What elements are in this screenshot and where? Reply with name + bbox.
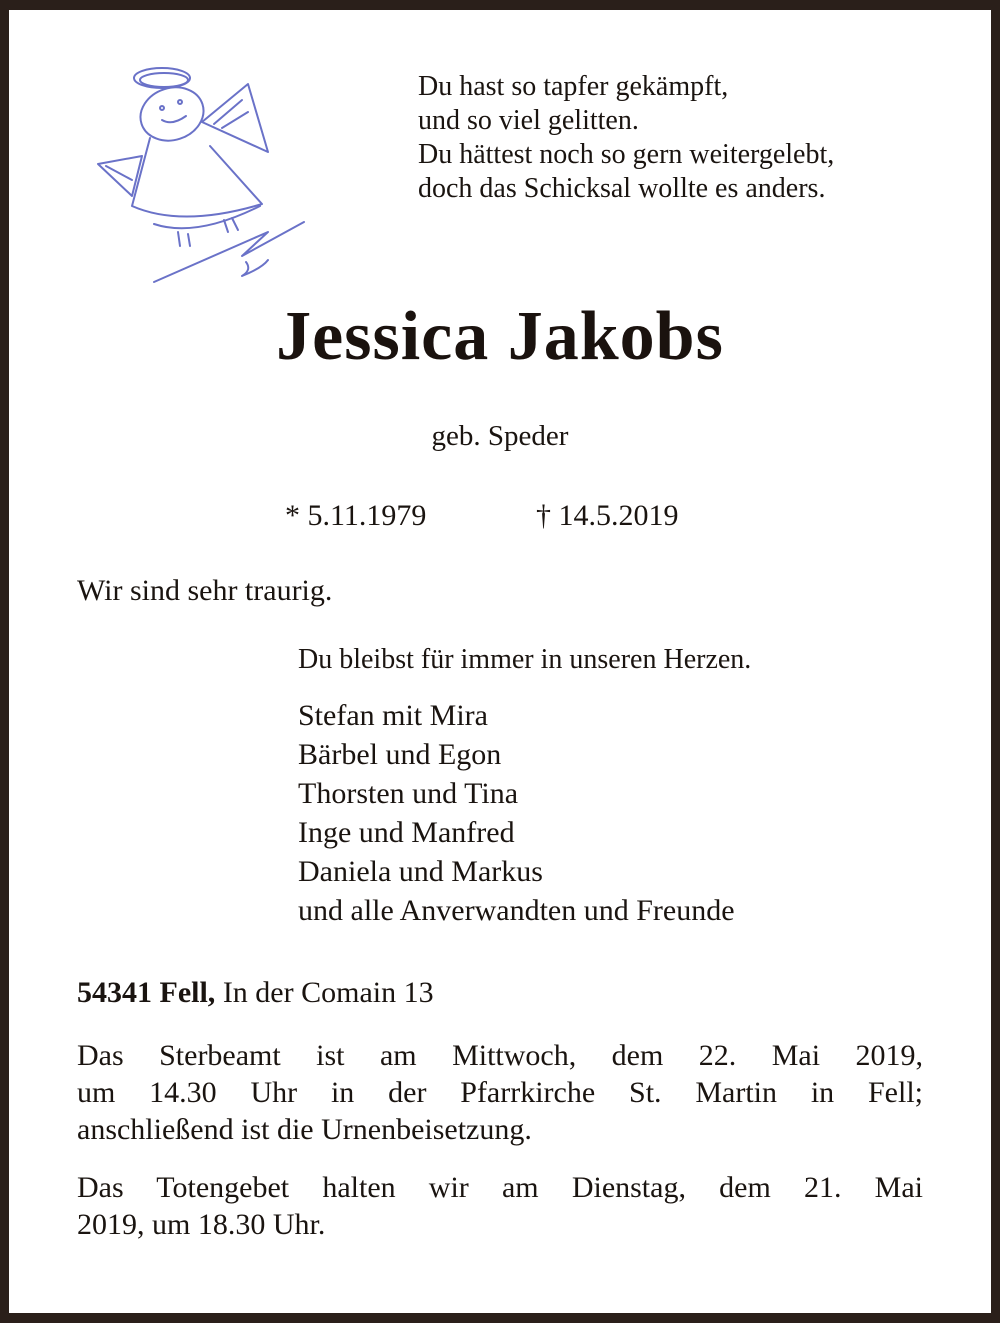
mourner-entry: Daniela und Markus — [298, 855, 543, 888]
prayer-info — [77, 1169, 923, 1243]
deceased-name: Jessica Jakobs — [276, 298, 724, 375]
mourner-entry: Inge und Manfred — [298, 816, 515, 849]
service-line: Das Sterbeamt ist am Mittwoch, dem 22. Mai 2019, — [77, 1039, 923, 1072]
address-street: In der Comain 13 — [222, 976, 434, 1009]
angel-drawing-icon — [92, 56, 314, 290]
mourner-entry: Stefan mit Mira — [298, 699, 488, 732]
poem-line: und so viel gelitten. — [418, 105, 639, 136]
heart-line: Du bleibst für immer in unseren Herzen. — [298, 644, 752, 675]
sentiment-text: Wir sind sehr traurig. — [77, 574, 333, 607]
born-name: geb. Speder — [431, 420, 569, 452]
poem-line: Du hast so tapfer gekämpft, — [418, 71, 729, 102]
poem — [418, 70, 958, 206]
service-line: anschließend ist die Urnenbeisetzung. — [77, 1113, 532, 1146]
mourners-list — [298, 696, 735, 930]
poem-line: doch das Schicksal wollte es anders. — [418, 173, 826, 204]
service-info — [77, 1037, 923, 1148]
address-city: 54341 Fell, — [77, 976, 216, 1009]
prayer-line: Das Totengebet halten wir am Dienstag, dem 21. Mai — [77, 1171, 923, 1204]
address — [77, 974, 434, 1012]
mourner-entry: und alle Anverwandten und Freunde — [298, 894, 735, 927]
mourner-entry: Bärbel und Egon — [298, 738, 502, 771]
birth-date: * 5.11.1979 — [285, 499, 427, 532]
prayer-line: 2019, um 18.30 Uhr. — [77, 1208, 326, 1241]
death-date: † 14.5.2019 — [536, 499, 679, 532]
mourner-entry: Thorsten und Tina — [298, 777, 519, 810]
service-line: um 14.30 Uhr in der Pfarrkirche St. Martin in Fell; — [77, 1076, 923, 1109]
poem-line: Du hättest noch so gern weitergelebt, — [418, 139, 835, 170]
